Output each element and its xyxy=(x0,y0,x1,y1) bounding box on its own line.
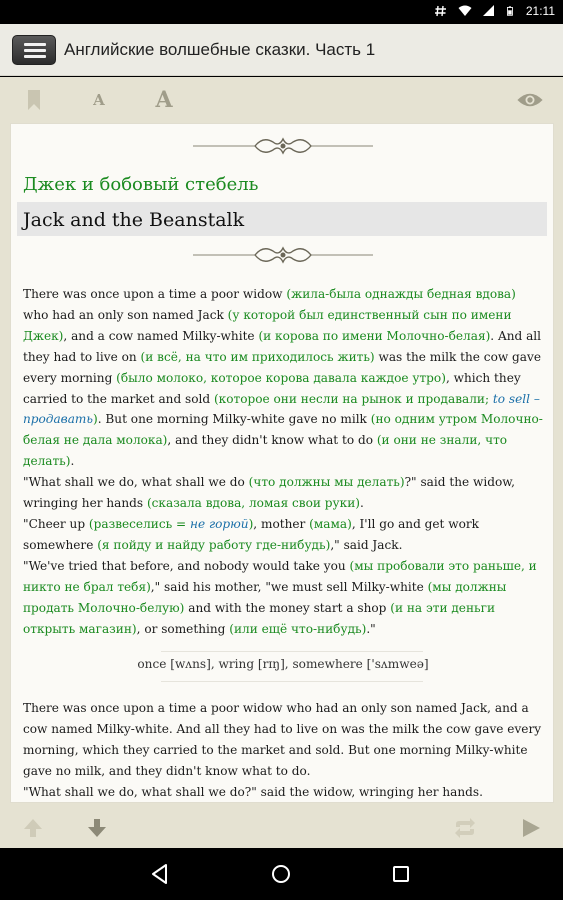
russian-translation: (мама) xyxy=(309,516,352,531)
russian-translation: (и на эти деньги открыть магазин) xyxy=(23,600,496,636)
wifi-icon xyxy=(458,4,472,18)
russian-translation: (и корова по имени Молочно-белая) xyxy=(258,328,491,343)
english-text: "What shall we do, what shall we do xyxy=(23,475,249,490)
battery-icon xyxy=(506,4,516,18)
status-bar xyxy=(0,0,563,24)
english-text: ?" said the widow, wringing her hands xyxy=(23,475,515,511)
russian-translation: (и они не знали, что делать) xyxy=(23,433,508,469)
scroll-up-button[interactable] xyxy=(20,816,46,840)
bookmark-icon xyxy=(27,90,41,110)
russian-translation: (и всё, на что им приходилось жить) xyxy=(140,349,375,364)
translation-note: не горюй xyxy=(190,516,249,531)
russian-translation: (сказала вдова, ломая свои руки) xyxy=(146,496,361,511)
english-text: "Cheer up xyxy=(23,516,89,531)
play-icon xyxy=(521,818,541,838)
english-text: . And all they had to live on xyxy=(23,328,542,364)
english-text: and with the money start a shop xyxy=(184,600,391,615)
english-text: . xyxy=(70,454,75,469)
increase-font-button[interactable]: A xyxy=(155,87,173,113)
decrease-font-button[interactable]: A xyxy=(93,91,105,109)
russian-translation: (которое они несли на рынок и продавали; xyxy=(213,391,490,406)
original-text-line: There was once upon a time a poor widow who had an only son named Jack, and a cow named Milky-white. And all they had to live on was the milk the cow gave every morning, which they carried to the market and sold. But one morning Milky-white gave no milk, and they didn't know what to do. xyxy=(23,701,542,778)
divider xyxy=(161,681,423,682)
transcription-line: once [wʌns], wring [rɪŋ], somewhere ['sʌmweə] xyxy=(137,657,429,671)
english-text: , and they didn't know what to do xyxy=(167,433,377,448)
english-text: was the milk the cow gave every morning xyxy=(23,349,541,385)
russian-translation: (мы должны продать Молочно-белую) xyxy=(23,579,507,615)
russian-translation: (мы пробовали это раньше, и никто не брал тебя) xyxy=(23,558,537,594)
english-text: , I'll go and get work somewhere xyxy=(23,516,479,552)
eye-icon xyxy=(516,91,544,109)
russian-translation: (у которой был единственный сын по имени Джек) xyxy=(23,307,512,343)
view-mode-button[interactable] xyxy=(515,85,545,115)
book-title: Английские волшебные сказки. Часть 1 xyxy=(64,40,376,59)
menu-button[interactable] xyxy=(12,35,56,65)
english-text: "We've tried that before, and nobody would take you xyxy=(23,558,350,573)
arrow-up-icon xyxy=(23,818,43,838)
english-text: ," said his mother, "we must sell Milky-white xyxy=(150,579,428,594)
russian-translation: (было молоко, которое корова давала каждое утро) xyxy=(116,370,446,385)
english-text: who had an only son named Jack xyxy=(23,307,228,322)
russian-translation: ) xyxy=(93,412,98,427)
russian-translation: (что должны мы делать) xyxy=(248,475,405,490)
english-text: ," said Jack. xyxy=(330,537,403,552)
english-text: ." xyxy=(366,621,376,636)
arrow-down-icon xyxy=(87,818,107,838)
adapted-text-paragraph xyxy=(23,284,545,639)
play-button[interactable] xyxy=(518,816,544,840)
scroll-down-button[interactable] xyxy=(84,816,110,840)
ornament-divider xyxy=(193,242,373,268)
hash-icon xyxy=(434,4,448,18)
english-text: , which they carried to the market and sold xyxy=(23,370,521,406)
reader-bottom-bar xyxy=(0,808,563,848)
translation-note: to sell – продавать xyxy=(23,391,540,427)
story-title-russian: Джек и бобовый стебель xyxy=(23,174,259,195)
russian-translation: ) xyxy=(248,516,254,531)
russian-translation: (я пойду и найду работу где-нибудь) xyxy=(97,537,331,552)
clock: 21:11 xyxy=(525,4,555,18)
english-text: , and a cow named Milky-white xyxy=(63,328,259,343)
english-text: . xyxy=(360,496,364,511)
english-text: There was once upon a time a poor widow xyxy=(23,287,287,301)
bookmark-button[interactable] xyxy=(24,85,44,115)
original-text-paragraph xyxy=(23,698,545,803)
reading-page[interactable] xyxy=(10,123,554,803)
divider xyxy=(161,651,423,652)
russian-translation: (развеселись = xyxy=(88,516,191,531)
back-icon[interactable] xyxy=(148,862,172,886)
app-bar xyxy=(0,24,563,76)
original-text-line: "What shall we do, what shall we do?" said the widow, wringing her hands. xyxy=(23,784,483,799)
repeat-icon xyxy=(453,818,477,838)
signal-icon xyxy=(482,4,496,18)
russian-translation: (жила-была однажды бедная вдова) xyxy=(286,287,516,301)
home-icon[interactable] xyxy=(269,862,293,886)
story-title-english: Jack and the Beanstalk xyxy=(23,209,245,231)
russian-translation: (или ещё что-нибудь) xyxy=(229,621,367,636)
english-text: . But one morning Milky-white gave no milk xyxy=(97,412,371,427)
reader-toolbar xyxy=(0,77,563,123)
english-text: , or something xyxy=(136,621,230,636)
recents-icon[interactable] xyxy=(389,862,413,886)
english-text: , mother xyxy=(253,516,310,531)
russian-translation: (но одним утром Молочно-белая не дала молока) xyxy=(23,412,543,448)
ornament-divider xyxy=(193,133,373,159)
system-navigation-bar xyxy=(0,848,563,900)
repeat-button[interactable] xyxy=(452,816,478,840)
